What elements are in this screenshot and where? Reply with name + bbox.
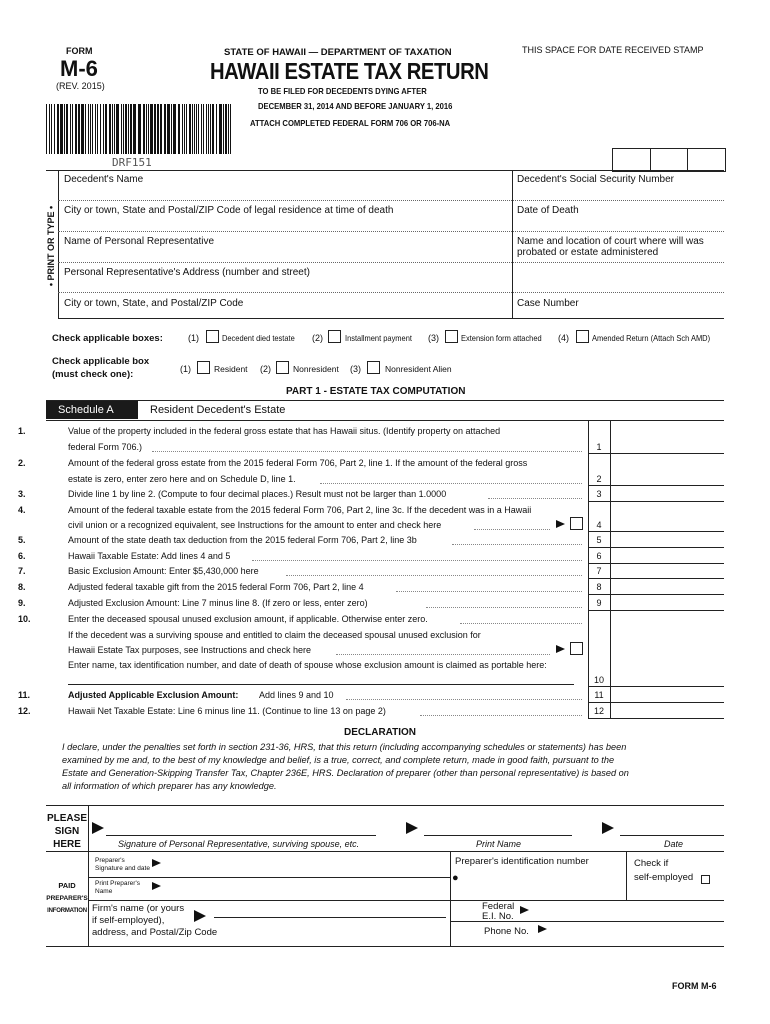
line-9-number: 9.	[18, 598, 26, 608]
declaration-line-3: Estate and Generation-Skipping Transfer Tax, Chapter 236E, HRS. Declaration of preparer (other than personal representative) is based on	[62, 768, 629, 778]
check-num-4: (4)	[558, 333, 569, 343]
preparer-sig-arrow-icon	[152, 859, 161, 867]
sign-date-line[interactable]	[620, 820, 724, 836]
installment-checkbox[interactable]	[328, 330, 341, 343]
line-8-amount[interactable]	[611, 579, 724, 594]
declaration-line-1: I declare, under the penalties set forth in section 231-36, HRS, that this return (including accompanying schedules or statements) has been	[62, 742, 627, 752]
spouse-info-input[interactable]	[68, 672, 574, 685]
print-name-line[interactable]	[424, 820, 572, 836]
line-1-amount[interactable]	[611, 436, 724, 453]
line-5-number: 5.	[18, 535, 26, 545]
check-one-label-2: (must check one):	[52, 369, 134, 380]
resident-checkbox[interactable]	[197, 361, 210, 374]
line-3-number: 3.	[18, 489, 26, 499]
form-label: FORM	[66, 46, 93, 56]
barcode-code: DRF151	[112, 156, 152, 169]
line-11-amount[interactable]	[611, 687, 724, 702]
firm-address-input[interactable]	[214, 920, 446, 938]
line-3-amount[interactable]	[611, 486, 724, 501]
representative-signature-line[interactable]	[106, 820, 376, 836]
line-5-text: Amount of the state death tax deduction from the 2015 federal Form 706, Part 2, line 3b	[68, 535, 417, 545]
line-10-number: 10.	[18, 614, 31, 624]
line-6-number: 6.	[18, 551, 26, 561]
schedule-a-title: Resident Decedent's Estate	[150, 404, 286, 416]
please-sign-here	[46, 812, 88, 851]
preparer-id-label: Preparer's identification number	[455, 856, 589, 867]
line-2-box: 2	[596, 474, 602, 484]
nonresident-label: Nonresident	[293, 364, 339, 374]
extension-label: Extension form attached	[461, 333, 542, 343]
court-field[interactable]: Name and location of court where will was probated or estate administered	[517, 236, 704, 258]
date-of-death-field[interactable]: Date of Death	[517, 205, 579, 216]
phone-label: Phone No.	[484, 926, 529, 937]
stamp-boxes	[612, 148, 726, 172]
res-num-2: (2)	[260, 364, 271, 374]
preparer-print-label-1: Print Preparer's	[95, 880, 140, 887]
schedule-a-tab-label: Schedule A	[58, 404, 114, 416]
fein-input[interactable]	[534, 903, 722, 921]
line-8-text: Adjusted federal taxable gift from the 2015 federal Form 706, Part 2, line 4	[68, 582, 364, 592]
sign-arrow-icon	[92, 822, 104, 834]
information-label: INFORMATION	[47, 908, 87, 914]
phone-input[interactable]	[552, 923, 722, 941]
line-11-text: Add lines 9 and 10	[259, 690, 334, 700]
line-3-box: 3	[596, 489, 602, 499]
footer-form-id: FORM M-6	[672, 981, 717, 991]
part1-title: PART 1 - ESTATE TAX COMPUTATION	[286, 386, 466, 397]
extension-checkbox[interactable]	[445, 330, 458, 343]
line-9-amount[interactable]	[611, 595, 724, 610]
paid-preparer-info	[44, 879, 90, 918]
res-num-3: (3)	[350, 364, 361, 374]
line-12-text: Hawaii Net Taxable Estate: Line 6 minus line 11. (Continue to line 13 on page 2)	[68, 706, 386, 716]
preparer-id-input[interactable]	[466, 870, 622, 888]
line-10-amount[interactable]	[611, 670, 724, 685]
check-one-label-1: Check applicable box	[52, 356, 150, 367]
line-5-amount[interactable]	[611, 532, 724, 547]
nonresident-alien-label: Nonresident Alien	[385, 364, 452, 374]
self-employed-checkbox[interactable]	[701, 875, 710, 884]
filing-period-1: TO BE FILED FOR DECEDENTS DYING AFTER	[258, 86, 427, 96]
line-11-number: 11.	[18, 690, 31, 700]
preparer-sig-label-2: Signature and date	[95, 865, 150, 872]
preparer-print-label	[95, 880, 140, 896]
fein-arrow-icon	[520, 906, 529, 914]
form-title: HAWAII ESTATE TAX RETURN	[210, 58, 489, 84]
line-7-box: 7	[596, 566, 602, 576]
line-8-number: 8.	[18, 582, 26, 592]
fein-label	[482, 902, 514, 922]
line-11-text-bold: Adjusted Applicable Exclusion Amount:	[68, 690, 239, 700]
preparer-sig-label-1: Preparer's	[95, 857, 125, 864]
form-number: M-6	[60, 56, 98, 81]
line-4-arrow-icon	[556, 520, 565, 528]
self-employed-label: self-employed	[634, 872, 694, 883]
testate-label: Decedent died testate	[222, 333, 295, 343]
line-10-text-a: Enter the deceased spousal unused exclusion amount, if applicable. Otherwise enter zero.	[68, 614, 428, 624]
firm-label-2: if self-employed),	[92, 915, 165, 926]
line-7-number: 7.	[18, 566, 26, 576]
preparer-id-bullet: ●	[452, 872, 459, 884]
line-6-text: Hawaii Taxable Estate: Add lines 4 and 5	[68, 551, 231, 561]
line-4-number: 4.	[18, 505, 26, 515]
res-num-1: (1)	[180, 364, 191, 374]
paid-label: PAID	[58, 881, 76, 890]
declaration-line-4: all information of which preparer has any knowledge.	[62, 781, 277, 791]
spousal-exclusion-checkbox[interactable]	[570, 642, 583, 655]
line-4-box: 4	[596, 520, 602, 530]
line-1-box: 1	[596, 442, 602, 452]
date-caption: Date	[664, 839, 684, 849]
preparer-print-label-2: Name	[95, 888, 113, 895]
line-1-text-b: federal Form 706.)	[68, 442, 143, 452]
firm-arrow-icon	[194, 910, 206, 922]
check-num-3: (3)	[428, 333, 439, 343]
firm-label-1: Firm's name (or yours	[92, 903, 185, 914]
print-name-arrow-icon	[406, 822, 418, 834]
line-3-text: Divide line 1 by line 2. (Compute to four decimal places.) Result must not be larger than 1.0000	[68, 489, 447, 499]
barcode	[46, 104, 236, 154]
line-4-amount[interactable]	[611, 516, 724, 531]
amended-checkbox[interactable]	[576, 330, 589, 343]
print-name-caption: Print Name	[476, 839, 522, 849]
rep-address-field[interactable]: Personal Representative's Address (number and street)	[64, 267, 310, 278]
check-num-1: (1)	[188, 333, 199, 343]
check-if-label: Check if	[634, 858, 669, 869]
preparer-print-arrow-icon	[152, 882, 161, 890]
print-or-type-label: • PRINT OR TYPE •	[46, 205, 56, 287]
attach-instruction: ATTACH COMPLETED FEDERAL FORM 706 OR 706-NA	[250, 118, 451, 128]
line-7-text: Basic Exclusion Amount: Enter $5,430,000 here	[68, 566, 259, 576]
agency-name: STATE OF HAWAII — DEPARTMENT OF TAXATION	[224, 47, 452, 58]
line-10-box: 10	[593, 675, 604, 685]
line-10-text-b: If the decedent was a surviving spouse and entitled to claim the deceased spousal unused exclusion for	[68, 630, 481, 640]
resident-label: Resident	[214, 364, 248, 374]
rep-city-field[interactable]: City or town, State, and Postal/ZIP Code	[64, 298, 244, 309]
line-11-box: 11	[594, 690, 604, 700]
line-6-amount[interactable]	[611, 548, 724, 563]
firm-name-input[interactable]	[214, 903, 446, 918]
fein-label-1: Federal	[482, 901, 515, 912]
line-2-amount[interactable]	[611, 468, 724, 485]
line-2-text-a: Amount of the federal gross estate from the 2015 federal Form 706, Part 2, line 1. If the amount of the federal gross	[68, 458, 528, 468]
preparers-label: PREPARER'S	[46, 895, 88, 902]
filing-period-2: DECEMBER 31, 2014 AND BEFORE JANUARY 1, 2016	[258, 101, 453, 111]
line-10-text-c: Hawaii Estate Tax purposes, see Instructions and check here	[68, 645, 311, 655]
testate-checkbox[interactable]	[206, 330, 219, 343]
form-revision: (REV. 2015)	[56, 81, 105, 91]
preparer-name-input[interactable]	[166, 879, 442, 897]
line-10-arrow-icon	[556, 645, 565, 653]
amended-label: Amended Return (Attach Sch AMD)	[592, 333, 711, 343]
line-4-text-a: Amount of the federal taxable estate from the 2015 federal Form 706, Part 2, line 3c. If the decedent was in a Hawaii	[68, 505, 532, 515]
line-1-text-a: Value of the property included in the federal gross estate that has Hawaii situs. (Identify property on attached	[68, 426, 501, 436]
please-label: PLEASE	[46, 813, 87, 824]
case-number-field[interactable]: Case Number	[517, 298, 579, 309]
civil-union-checkbox[interactable]	[570, 517, 583, 530]
line-12-amount[interactable]	[611, 703, 724, 718]
firm-label-3: address, and Postal/Zip Code	[92, 927, 218, 938]
nonresident-checkbox[interactable]	[276, 361, 289, 374]
decedent-ssn-field[interactable]: Decedent's Social Security Number	[517, 174, 674, 185]
line-12-number: 12.	[18, 706, 31, 716]
signature-caption: Signature of Personal Representative, surviving spouse, etc.	[118, 839, 360, 849]
line-10-text-d: Enter name, tax identification number, and date of death of spouse whose exclusion amount is claimed as portable here:	[68, 660, 547, 670]
phone-arrow-icon	[538, 925, 547, 933]
installment-label: Installment payment	[345, 333, 412, 343]
preparer-signature-input[interactable]	[166, 855, 442, 873]
check-num-2: (2)	[312, 333, 323, 343]
check-boxes-label: Check applicable boxes:	[52, 333, 163, 344]
date-arrow-icon	[602, 822, 614, 834]
declaration-title: DECLARATION	[344, 727, 417, 738]
line-8-box: 8	[596, 582, 602, 592]
line-2-number: 2.	[18, 458, 26, 468]
line-9-text: Adjusted Exclusion Amount: Line 7 minus line 8. (If zero or less, enter zero)	[68, 598, 368, 608]
line-5-box: 5	[596, 535, 602, 545]
line-12-box: 12	[593, 706, 604, 716]
line-1-number: 1.	[18, 426, 26, 436]
line-9-box: 9	[596, 598, 602, 608]
city-residence-field[interactable]: City or town, State and Postal/ZIP Code of legal residence at time of death	[64, 205, 394, 216]
line-7-amount[interactable]	[611, 563, 724, 578]
decedent-name-field[interactable]: Decedent's Name	[64, 174, 144, 185]
rep-name-field[interactable]: Name of Personal Representative	[64, 236, 215, 247]
stamp-space-label: THIS SPACE FOR DATE RECEIVED STAMP	[522, 45, 704, 55]
declaration-line-2: examined by me and, to the best of my knowledge and belief, is a true, correct, and complete return, made in good faith, pursuant to the	[62, 755, 615, 765]
preparer-sig-label	[95, 857, 150, 873]
fein-label-2: E.I. No.	[482, 911, 514, 922]
line-2-text-b: estate is zero, enter zero here and on Schedule D, line 1.	[68, 474, 296, 484]
line-6-box: 6	[596, 551, 602, 561]
here-label: HERE	[53, 839, 81, 850]
sign-label: SIGN	[54, 826, 80, 837]
line-4-text-b: civil union or a recognized equivalent, see Instructions for the amount to enter and check here	[68, 520, 442, 530]
nonresident-alien-checkbox[interactable]	[367, 361, 380, 374]
